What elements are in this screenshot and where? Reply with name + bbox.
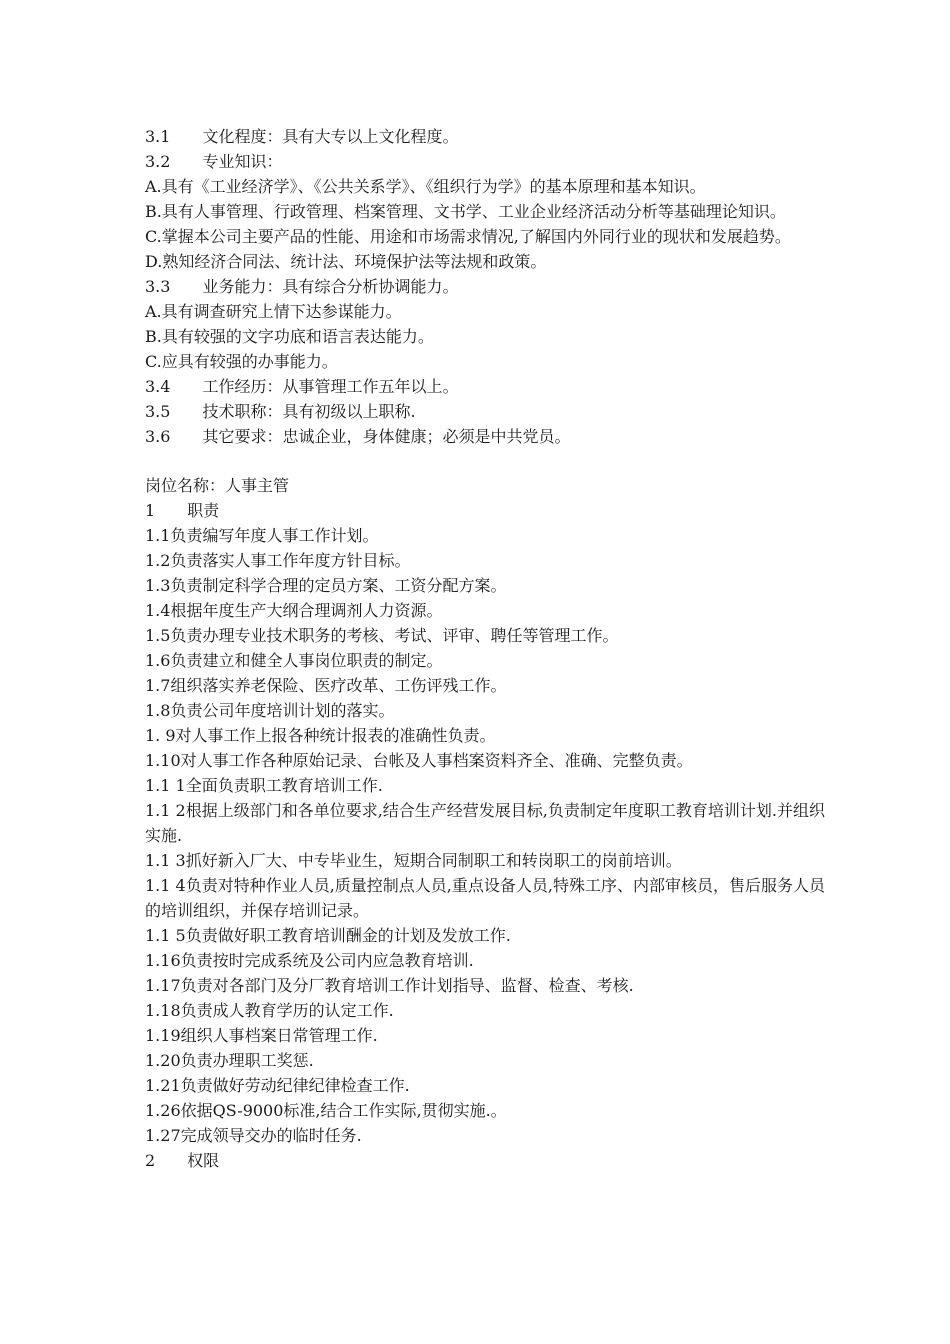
duty-item: 1.1 5负责做好职工教育培训酬金的计划及发放工作. <box>145 926 511 945</box>
duty-item: 1.8负责公司年度培训计划的落实。 <box>145 701 395 720</box>
qualifications-section <box>145 124 825 449</box>
qualification-line: A.具有《工业经济学》、《公共关系学》、《组织行为学》的基本原理和基本知识。 <box>145 177 706 196</box>
document-page <box>145 124 825 1173</box>
qualification-line: B.具有人事管理、行政管理、档案管理、文书学、工业企业经济活动分析等基础理论知识。 <box>145 202 786 221</box>
duty-item: 1. 9对人事工作上报各种统计报表的准确性负责。 <box>145 726 496 745</box>
duty-item: 1.16负责按时完成系统及公司内应急教育培训. <box>145 951 474 970</box>
duty-item: 1.17负责对各部门及分厂教育培训工作计划指导、监督、检查、考核. <box>145 976 634 995</box>
duty-item: 1.1 2根据上级部门和各单位要求,结合生产经营发展目标,负责制定年度职工教育培训计划.并组织实施. <box>145 801 825 845</box>
duty-item: 1.26依据QS-9000标准,结合工作实际,贯彻实施.。 <box>145 1101 507 1120</box>
qualification-line: 3.6 其它要求：忠诚企业，身体健康；必须是中共党员。 <box>145 427 571 446</box>
qualification-line: 3.2 专业知识： <box>145 152 283 171</box>
duty-item: 1.1 3抓好新入厂大、中专毕业生，短期合同制职工和转岗职工的岗前培训。 <box>145 851 682 870</box>
duty-item: 1.20负责办理职工奖惩. <box>145 1051 314 1070</box>
duty-item: 1.10对人事工作各种原始记录、台帐及人事档案资料齐全、准确、完整负责。 <box>145 751 693 770</box>
duty-item: 1.3负责制定科学合理的定员方案、工资分配方案。 <box>145 576 507 595</box>
duty-item: 1.19组织人事档案日常管理工作. <box>145 1026 378 1045</box>
qualification-line: D.熟知经济合同法、统计法、环境保护法等法规和政策。 <box>145 252 547 271</box>
duties-list <box>145 523 825 1148</box>
duty-item: 1.1 4负责对特种作业人员,质量控制点人员,重点设备人员,特殊工序、内部审核员，售后服务人员的培训组织，并保存培训记录。 <box>145 876 825 920</box>
qualification-line: 3.5 技术职称：具有初级以上职称. <box>145 402 416 421</box>
qualification-line: 3.4 工作经历：从事管理工作五年以上。 <box>145 377 459 396</box>
duty-item: 1.18负责成人教育学历的认定工作. <box>145 1001 394 1020</box>
duties-heading: 1 职责 <box>145 501 220 520</box>
qualification-line: A.具有调查研究上情下达参谋能力。 <box>145 302 402 321</box>
qualification-line: 3.1 文化程度：具有大专以上文化程度。 <box>145 127 459 146</box>
duty-item: 1.21负责做好劳动纪律纪律检查工作. <box>145 1076 410 1095</box>
authority-heading: 2 权限 <box>145 1151 220 1170</box>
duty-item: 1.1负责编写年度人事工作计划。 <box>145 526 379 545</box>
qualification-line: B.具有较强的文字功底和语言表达能力。 <box>145 327 434 346</box>
qualification-line: C.应具有较强的办事能力。 <box>145 352 338 371</box>
duty-item: 1.7组织落实养老保险、医疗改革、工伤评残工作。 <box>145 676 507 695</box>
duty-item: 1.5负责办理专业技术职务的考核、考试、评审、聘任等管理工作。 <box>145 626 619 645</box>
duty-item: 1.1 1全面负责职工教育培训工作. <box>145 776 383 795</box>
duty-item: 1.4根据年度生产大纲合理调剂人力资源。 <box>145 601 443 620</box>
duty-item: 1.6负责建立和健全人事岗位职责的制定。 <box>145 651 443 670</box>
qualification-line: 3.3 业务能力：具有综合分析协调能力。 <box>145 277 459 296</box>
duty-item: 1.2负责落实人事工作年度方针目标。 <box>145 551 411 570</box>
section-spacer <box>145 449 825 473</box>
position-title: 岗位名称：人事主管 <box>145 476 290 495</box>
duty-item: 1.27完成领导交办的临时任务. <box>145 1126 362 1145</box>
qualification-line: C.掌握本公司主要产品的性能、用途和市场需求情况,了解国内外同行业的现状和发展趋势。 <box>145 227 791 246</box>
